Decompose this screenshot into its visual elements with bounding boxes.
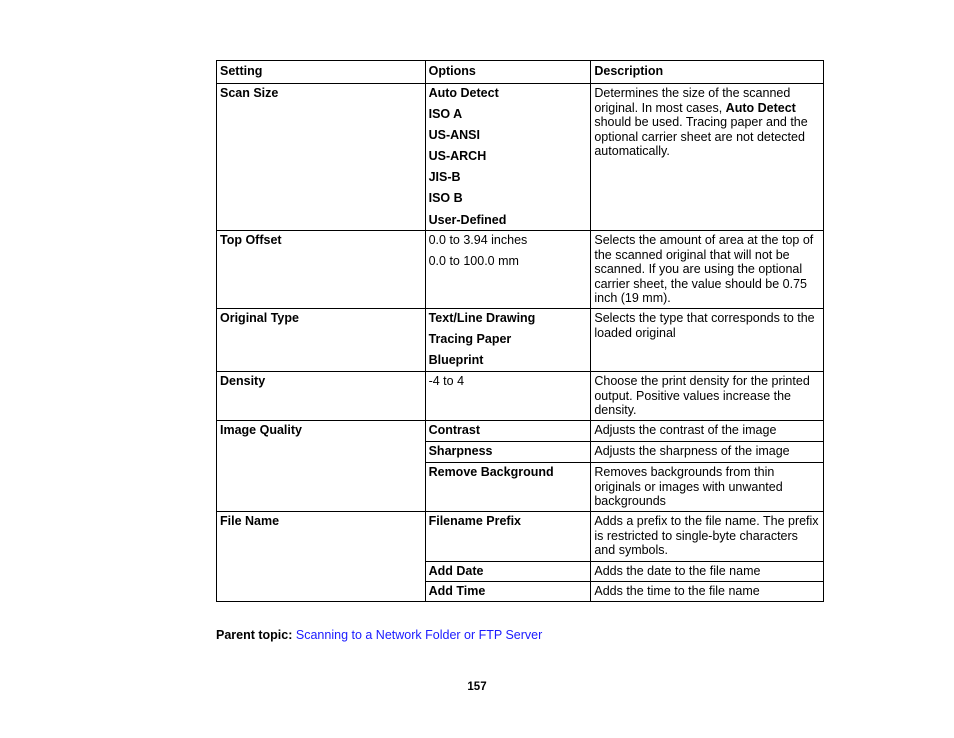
header-options: Options (425, 61, 591, 84)
option-item: Tracing Paper (428, 332, 512, 347)
header-setting: Setting (217, 61, 426, 84)
setting-cell: Scan Size (217, 84, 426, 231)
parent-topic-link[interactable]: Scanning to a Network Folder or FTP Server (295, 628, 543, 642)
setting-cell: Density (217, 372, 426, 421)
options-cell: -4 to 4 (425, 372, 591, 421)
options-cell (425, 231, 591, 309)
description-cell: Adds the time to the file name (591, 582, 824, 602)
table-row (217, 421, 824, 442)
table-header-row (217, 61, 824, 84)
description-cell: Selects the type that corresponds to the loaded original (591, 309, 824, 372)
option-item: 0.0 to 3.94 inches (428, 233, 528, 247)
description-bold-text: Auto Detect (725, 100, 796, 115)
setting-cell: Image Quality (217, 421, 426, 512)
table-row (217, 512, 824, 562)
option-item: US-ARCH (428, 149, 487, 164)
description-cell: Adjusts the contrast of the image (591, 421, 824, 442)
table-row (217, 231, 824, 309)
description-cell: Adjusts the sharpness of the image (591, 442, 824, 463)
description-cell: Adds a prefix to the file name. The prefix is restricted to single-byte characters and symbols. (591, 512, 824, 562)
description-cell: Choose the print density for the printed output. Positive values increase the density. (591, 372, 824, 421)
table-row (217, 309, 824, 372)
description-cell: Adds the date to the file name (591, 562, 824, 582)
option-item: ISO B (428, 191, 463, 206)
parent-topic-label: Parent topic: (216, 628, 293, 642)
option-item: Blueprint (428, 353, 484, 368)
header-description: Description (591, 61, 824, 84)
options-cell: Sharpness (425, 442, 591, 463)
options-cell: Add Time (425, 582, 591, 602)
option-item: Auto Detect (428, 86, 499, 100)
option-item: US-ANSI (428, 128, 480, 143)
description-text: Determines the size of the scanned original. In most cases, (594, 86, 791, 115)
description-cell: Removes backgrounds from thin originals or images with unwanted backgrounds (591, 463, 824, 512)
setting-cell: Original Type (217, 309, 426, 372)
option-item: Text/Line Drawing (428, 311, 536, 325)
table-row (217, 372, 824, 421)
setting-cell: Top Offset (217, 231, 426, 309)
option-item: 0.0 to 100.0 mm (428, 254, 519, 269)
table-row (217, 84, 824, 231)
option-item: ISO A (428, 107, 463, 122)
settings-table (216, 60, 824, 602)
description-text: should be used. Tracing paper and the optional carrier sheet are not detected automatically. (594, 115, 808, 158)
options-cell: Add Date (425, 562, 591, 582)
options-cell: Filename Prefix (425, 512, 591, 562)
description-cell (591, 84, 824, 231)
options-cell (425, 84, 591, 231)
setting-cell: File Name (217, 512, 426, 602)
options-cell: Remove Background (425, 463, 591, 512)
options-cell (425, 309, 591, 372)
parent-topic (216, 628, 542, 642)
options-cell: Contrast (425, 421, 591, 442)
option-item: JIS-B (428, 170, 461, 185)
option-item: User-Defined (428, 212, 507, 227)
page-number: 157 (467, 681, 487, 693)
description-cell: Selects the amount of area at the top of the scanned original that will not be scanned. If you are using the optional carrier sheet, the value should be 0.75 inch (19 mm). (591, 231, 824, 309)
